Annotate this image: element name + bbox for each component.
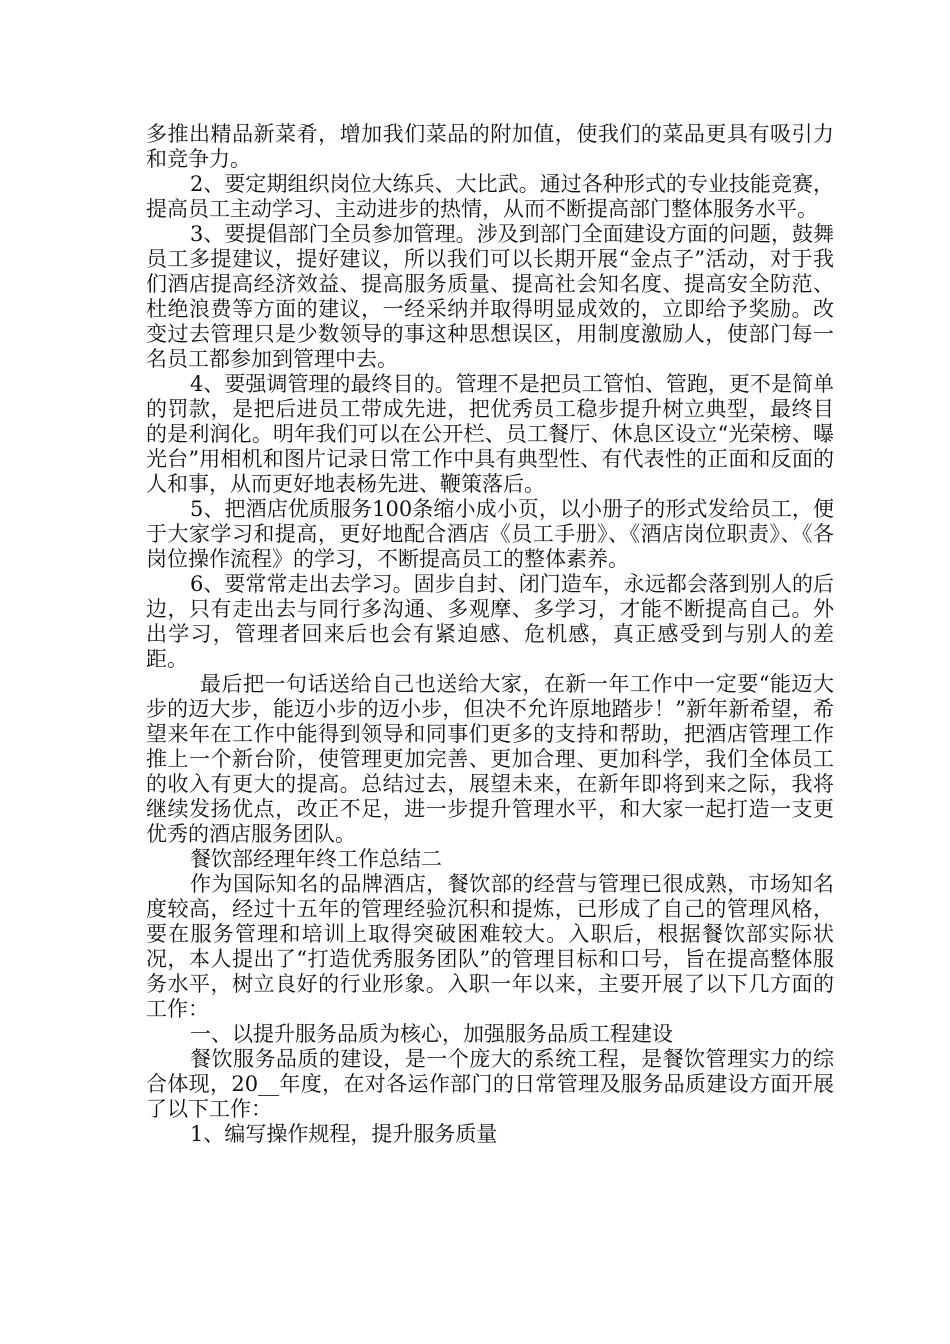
paragraph-continuation: 多推出精品新菜肴，增加我们菜品的附加值，使我们的菜品更具有吸引力和竞争力。 [146, 122, 834, 171]
paragraph-item-4: 4、要强调管理的最终目的。管理不是把员工管怕、管跑，更不是简单的罚款，是把后进员工带成先进，把优秀员工稳步提升树立典型，最终目的是利润化。明年我们可以在公开栏、员工餐厅、休息区设立“光荣榜、曝光台”用相机和图片记录日常工作中具有典型性、有代表性的正面和反面的人和事，从而更好地表杨先进、鞭策落后。 [146, 372, 834, 496]
section-heading-1: 一、以提升服务品质为核心，加强服务品质工程建设 [190, 1022, 673, 1046]
paragraph-intro: 作为国际知名的品牌酒店，餐饮部的经营与管理已很成熟，市场知名度较高，经过十五年的管理经验沉积和提炼，已形成了自己的管理风格，要在服务管理和培训上取得突破困难较大。入职后，根据餐饮部实际状况，本人提出了“打造优秀服务团队”的管理目标和口号，旨在提高整体服务水平，树立良好的行业形象。入职一年以来，主要开展了以下几方面的工作： [146, 872, 834, 1021]
paragraph-item-2: 2、要定期组织岗位大练兵、大比武。通过各种形式的专业技能竞赛，提高员工主动学习、主动进步的热情，从而不断提高部门整体服务水平。 [146, 172, 834, 221]
document-body [146, 122, 834, 1147]
paragraph-closing: 最后把一句话送给自己也送给大家，在新一年工作中一定要“能迈大步的迈大步，能迈小步的迈小步，但决不允许原地踏步！”新年新希望，希望来年在工作中能得到领导和同事们更多的支持和帮助，把酒店管理工作推上一个新台阶，使管理更加完善、更加合理、更加科学，我们全体员工的收入有更大的提高。总结过去，展望未来，在新年即将到来之际，我将继续发扬优点，改正不足，进一步提升管理水平，和大家一起打造一支更优秀的酒店服务团队。 [146, 672, 834, 846]
paragraph-item-3: 3、要提倡部门全员参加管理。涉及到部门全面建设方面的问题，鼓舞员工多提建议，提好建议，所以我们可以长期开展“金点子”活动，对于我们酒店提高经济效益、提高服务质量、提高社会知名度、提高安全防范、杜绝浪费等方面的建议，一经采纳并取得明显成效的，立即给予奖励。改变过去管理只是少数领导的事这种思想误区，用制度激励人，使部门每一名员工都参加到管理中去。 [146, 222, 834, 371]
paragraph-item-6: 6、要常常走出去学习。固步自封、闭门造车，永远都会落到别人的后边，只有走出去与同行多沟通、多观摩、多学习，才能不断提高自己。外出学习，管理者回来后也会有紧迫感、危机感，真正感受到与别人的差距。 [146, 572, 834, 671]
section-title: 餐饮部经理年终工作总结二 [190, 847, 442, 871]
subheading-1: 1、编写操作规程，提升服务质量 [190, 1122, 498, 1146]
paragraph-quality: 餐饮服务品质的建设，是一个庞大的系统工程，是餐饮管理实力的综合体现，20__年度，在对各运作部门的日常管理及服务品质建设方面开展了以下工作： [146, 1047, 834, 1121]
paragraph-item-5: 5、把酒店优质服务100条缩小成小页，以小册子的形式发给员工，便于大家学习和提高，更好地配合酒店《员工手册》、《酒店岗位职责》、《各岗位操作流程》的学习，不断提高员工的整体素养。 [146, 497, 834, 571]
